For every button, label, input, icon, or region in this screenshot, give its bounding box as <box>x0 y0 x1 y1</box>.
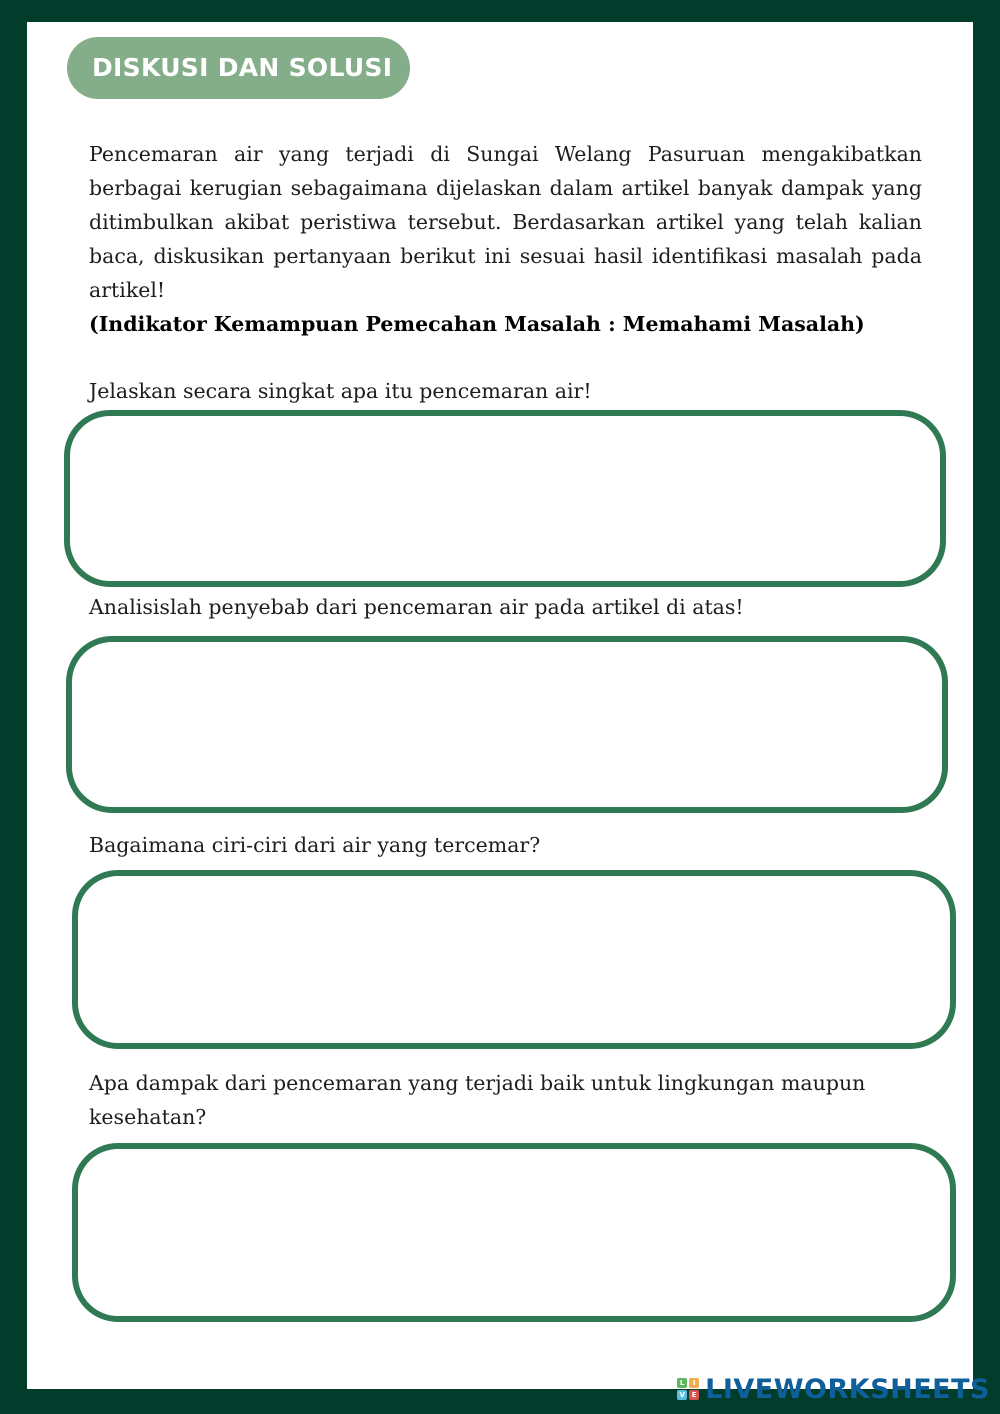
question-4: Apa dampak dari pencemaran yang terjadi baik untuk lingkungan maupun kesehatan? <box>89 1071 866 1129</box>
answer-box-2[interactable] <box>66 636 948 813</box>
section-title-badge: DISKUSI DAN SOLUSI <box>67 37 410 99</box>
question-2: Analisislah penyebab dari pencemaran air pada artikel di atas! <box>89 595 744 619</box>
indicator-label: (Indikator Kemampuan Pemecahan Masalah : Memahami Masalah) <box>89 312 865 336</box>
liveworksheets-watermark <box>677 1372 990 1406</box>
question-1: Jelaskan secara singkat apa itu pencemaran air! <box>89 379 592 403</box>
answer-box-1[interactable] <box>64 410 946 587</box>
liveworksheets-logo-icon: L I V E <box>677 1378 699 1400</box>
answer-box-3[interactable] <box>72 870 956 1049</box>
question-3: Bagaimana ciri-ciri dari air yang tercemar? <box>89 833 541 857</box>
intro-paragraph: Pencemaran air yang terjadi di Sungai Welang Pasuruan mengakibatkan berbagai kerugian sebagaimana dijelaskan dalam artikel banyak dampak yang ditimbulkan akibat peristiwa tersebut. Berdasarkan artikel yang telah kalian baca, diskusikan pertanyaan berikut ini sesuai hasil identifikasi masalah pada artikel! <box>89 142 922 302</box>
answer-box-4[interactable] <box>72 1143 956 1322</box>
watermark-text: LIVEWORKSHEETS <box>705 1373 990 1405</box>
